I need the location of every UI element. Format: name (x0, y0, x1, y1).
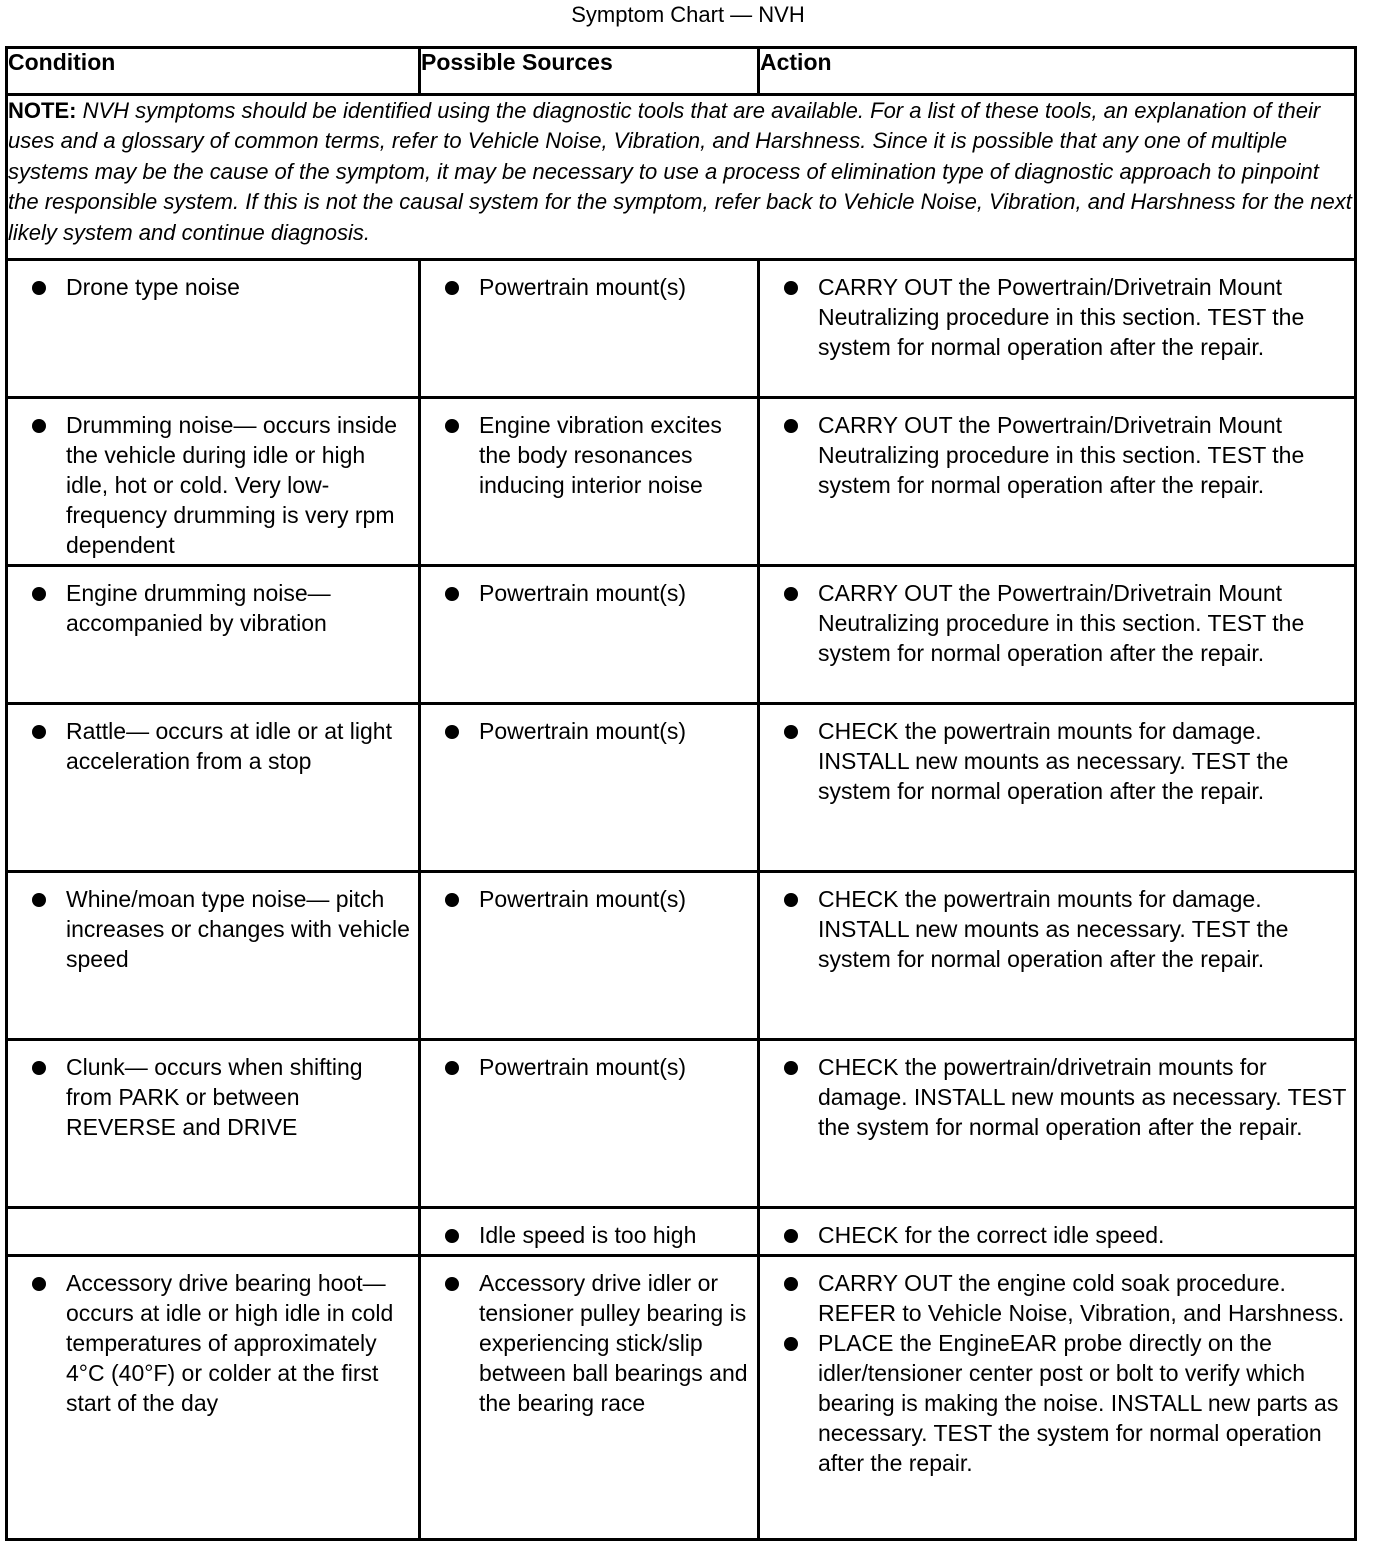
condition-cell-list (8, 399, 418, 560)
action-cell-list (760, 261, 1354, 362)
action-cell (759, 1040, 1356, 1208)
action-cell (759, 398, 1356, 566)
bullet-item: CHECK for the correct idle speed. (760, 1220, 1346, 1250)
bullet-item: Powertrain mount(s) (421, 272, 749, 302)
symptom-chart-table (5, 46, 1357, 1541)
note-text: NVH symptoms should be identified using the diagnostic tools that are available. For a list of these tools, an explanation of their uses and a glossary of common terms, refer to Vehicle Noise, Vibration, and Harshness. Since it is possible that any one of multiple systems may be the cause of the symptom, it may be necessary to use a process of elimination type of diagnostic approach to pinpoint the responsible system. If this is not the causal system for the symptom, refer back to Vehicle Noise, Vibration, and Harshness for the next likely system and continue diagnosis. (8, 98, 1352, 245)
bullet-item: CHECK the powertrain mounts for damage. INSTALL new mounts as necessary. TEST the system for normal operation after the repair. (760, 884, 1346, 974)
action-cell-list (760, 567, 1354, 668)
bullet-item: Powertrain mount(s) (421, 716, 749, 746)
sources-cell-list (421, 1209, 757, 1250)
bullet-item: Idle speed is too high (421, 1220, 749, 1250)
bullet-item: Drumming noise— occurs inside the vehicle during idle or high idle, hot or cold. Very low-frequency drumming is very rpm dependent (8, 410, 410, 560)
bullet-item: Clunk— occurs when shifting from PARK or between REVERSE and DRIVE (8, 1052, 410, 1142)
bullet-item: Powertrain mount(s) (421, 578, 749, 608)
condition-cell (7, 1208, 420, 1256)
bullet-item: Whine/moan type noise— pitch increases or changes with vehicle speed (8, 884, 410, 974)
table-row (7, 1040, 1356, 1208)
sources-cell (420, 1040, 759, 1208)
condition-cell (7, 1256, 420, 1540)
bullet-item: CARRY OUT the Powertrain/Drivetrain Mount Neutralizing procedure in this section. TEST the system for normal operation after the repair. (760, 578, 1346, 668)
sources-cell (420, 398, 759, 566)
note-label: NOTE: (8, 98, 77, 123)
bullet-item: Accessory drive idler or tensioner pulley bearing is experiencing stick/slip between ball bearings and the bearing race (421, 1268, 749, 1418)
header-possible-sources: Possible Sources (420, 48, 759, 95)
condition-cell (7, 566, 420, 704)
action-cell-list (760, 1209, 1354, 1250)
action-cell-list (760, 1041, 1354, 1142)
action-cell-list (760, 873, 1354, 974)
sources-cell-list (421, 1257, 757, 1418)
header-row (7, 48, 1356, 95)
bullet-item: PLACE the EngineEAR probe directly on the idler/tensioner center post or bolt to verify which bearing is making the noise. INSTALL new parts as necessary. TEST the system for normal operation after the repair. (760, 1328, 1346, 1478)
sources-cell-list (421, 705, 757, 746)
bullet-item: CARRY OUT the Powertrain/Drivetrain Mount Neutralizing procedure in this section. TEST the system for normal operation after the repair. (760, 410, 1346, 500)
sources-cell-list (421, 567, 757, 608)
bullet-item: CHECK the powertrain mounts for damage. INSTALL new mounts as necessary. TEST the system for normal operation after the repair. (760, 716, 1346, 806)
bullet-item: Powertrain mount(s) (421, 884, 749, 914)
bullet-item: Accessory drive bearing hoot— occurs at idle or high idle in cold temperatures of approximately 4°C (40°F) or colder at the first start of the day (8, 1268, 410, 1418)
bullet-item: CHECK the powertrain/drivetrain mounts for damage. INSTALL new mounts as necessary. TEST the system for normal operation after the repair. (760, 1052, 1346, 1142)
condition-cell-list (8, 705, 418, 776)
action-cell (759, 872, 1356, 1040)
header-action: Action (759, 48, 1356, 95)
bullet-item: Powertrain mount(s) (421, 1052, 749, 1082)
bullet-item: Engine drumming noise— accompanied by vibration (8, 578, 410, 638)
condition-cell-list (8, 567, 418, 638)
action-cell (759, 566, 1356, 704)
sources-cell (420, 704, 759, 872)
sources-cell (420, 566, 759, 704)
sources-cell (420, 260, 759, 398)
table-row (7, 1256, 1356, 1540)
condition-cell (7, 398, 420, 566)
condition-cell (7, 260, 420, 398)
action-cell-list (760, 1257, 1354, 1478)
sources-cell (420, 1256, 759, 1540)
sources-cell-list (421, 261, 757, 302)
sources-cell (420, 1208, 759, 1256)
table-row (7, 566, 1356, 704)
action-cell (759, 704, 1356, 872)
bullet-item: CARRY OUT the engine cold soak procedure. REFER to Vehicle Noise, Vibration, and Harshness. (760, 1268, 1346, 1328)
sources-cell (420, 872, 759, 1040)
table-row (7, 1208, 1356, 1256)
action-cell-list (760, 399, 1354, 500)
table-row (7, 398, 1356, 566)
note-cell (7, 95, 1356, 260)
table-row (7, 872, 1356, 1040)
table-row (7, 260, 1356, 398)
sources-cell-list (421, 399, 757, 500)
sources-cell-list (421, 1041, 757, 1082)
bullet-item: Drone type noise (8, 272, 410, 302)
condition-cell-list (8, 1041, 418, 1142)
condition-cell (7, 1040, 420, 1208)
header-condition: Condition (7, 48, 420, 95)
condition-cell-list (8, 873, 418, 974)
bullet-item: Rattle— occurs at idle or at light acceleration from a stop (8, 716, 410, 776)
table-row (7, 704, 1356, 872)
action-cell (759, 260, 1356, 398)
sources-cell-list (421, 873, 757, 914)
condition-cell (7, 872, 420, 1040)
note-row (7, 95, 1356, 260)
action-cell-list (760, 705, 1354, 806)
condition-cell-list (8, 1257, 418, 1418)
bullet-item: CARRY OUT the Powertrain/Drivetrain Mount Neutralizing procedure in this section. TEST the system for normal operation after the repair. (760, 272, 1346, 362)
bullet-item: Engine vibration excites the body resonances inducing interior noise (421, 410, 749, 500)
page-title: Symptom Chart — NVH (571, 2, 805, 27)
action-cell (759, 1256, 1356, 1540)
action-cell (759, 1208, 1356, 1256)
condition-cell-list (8, 261, 418, 302)
condition-cell (7, 704, 420, 872)
